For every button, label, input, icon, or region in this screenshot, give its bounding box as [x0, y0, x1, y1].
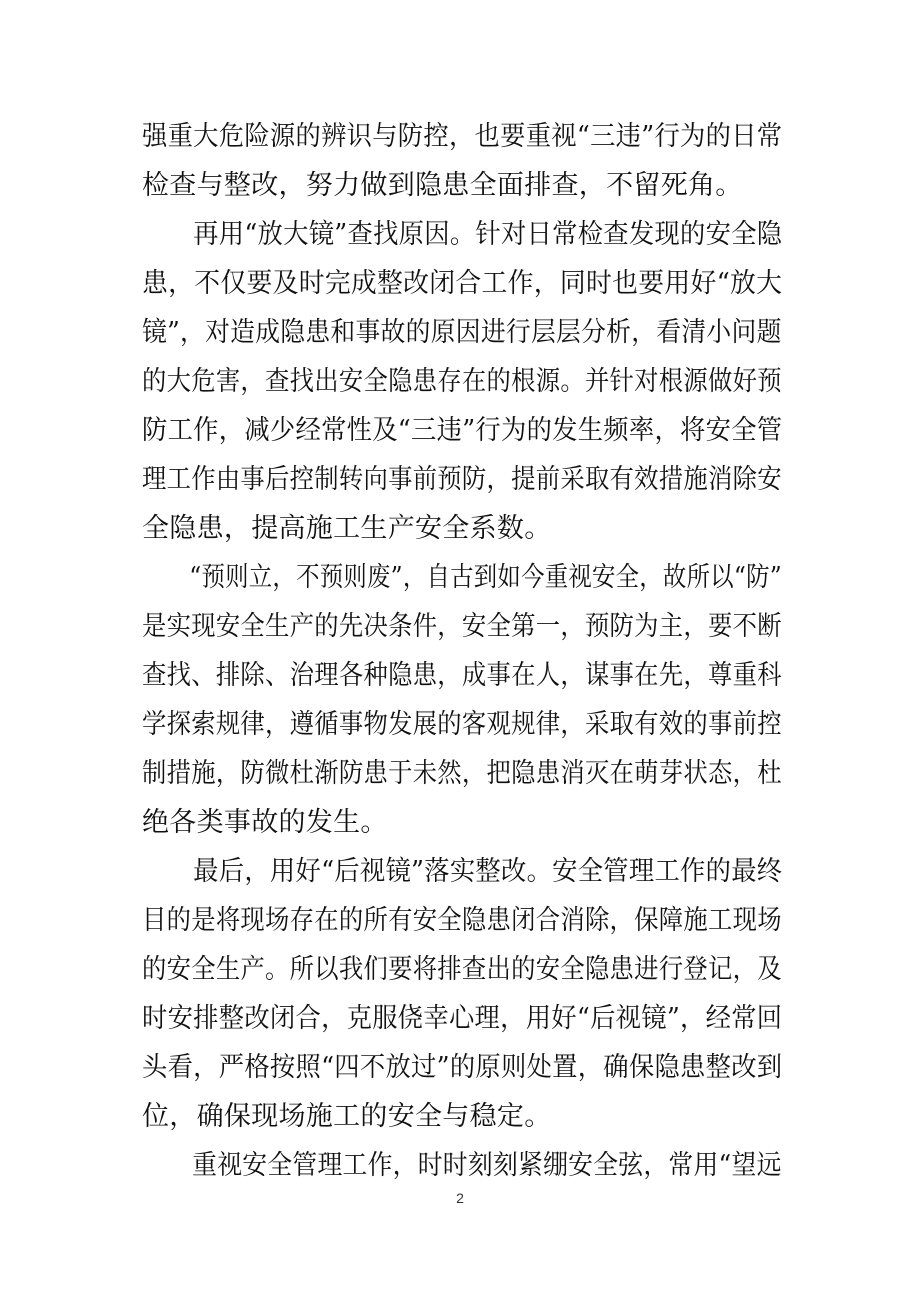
text-line: 检查与整改，努力做到隐患全面排查，不留死角。: [142, 170, 743, 201]
text-line: 学探索规律，遵循事物发展的客观规律，采取有效的事前控: [142, 709, 782, 740]
text-line: 防工作，减少经常性及“三违”行为的发生频率，将安全管: [142, 415, 783, 446]
text-line: 的大危害，查找出安全隐患存在的根源。并针对根源做好预: [142, 366, 782, 397]
text-line: 制措施，防微杜渐防患于未然，把隐患消灭在萌芽状态，杜: [142, 758, 782, 789]
text-line: 重视安全管理工作，时时刻刻紧绷安全弦，常用“望远: [142, 1150, 782, 1181]
text-line: “预则立，不预则废”，自古到如今重视安全，故所以“防”: [142, 562, 782, 593]
text-line: 查找、排除、治理各种隐患，成事在人，谋事在先，尊重科: [142, 660, 782, 691]
text-line: 全隐患，提高施工生产安全系数。: [142, 513, 552, 544]
text-line: 时安排整改闭合，克服侥幸心理，用好“后视镜”，经常回: [142, 1003, 783, 1034]
text-line: 患，不仅要及时完成整改闭合工作，同时也要用好“放大: [142, 268, 783, 299]
text-line: 最后，用好“后视镜”落实整改。安全管理工作的最终: [142, 856, 783, 887]
page-number: 2: [456, 1190, 464, 1206]
text-line: 再用“放大镜”查找原因。针对日常检查发现的安全隐: [142, 219, 783, 250]
text-line: 的安全生产。所以我们要将排查出的安全隐患进行登记，及: [142, 954, 782, 985]
text-line: 理工作由事后控制转向事前预防，提前采取有效措施消除安: [142, 464, 782, 495]
text-line: 镜”，对造成隐患和事故的原因进行层层分析，看清小问题: [142, 317, 782, 348]
text-line: 强重大危险源的辨识与防控，也要重视“三违”行为的日常: [142, 121, 783, 152]
text-line: 是实现安全生产的先决条件，安全第一，预防为主，要不断: [142, 611, 782, 642]
text-line: 目的是将现场存在的所有安全隐患闭合消除，保障施工现场: [142, 905, 782, 936]
text-line: 绝各类事故的发生。: [142, 807, 388, 838]
text-line: 位，确保现场施工的安全与稳定。: [142, 1101, 552, 1132]
text-line: 头看，严格按照“四不放过”的原则处置，确保隐患整改到: [142, 1052, 783, 1083]
